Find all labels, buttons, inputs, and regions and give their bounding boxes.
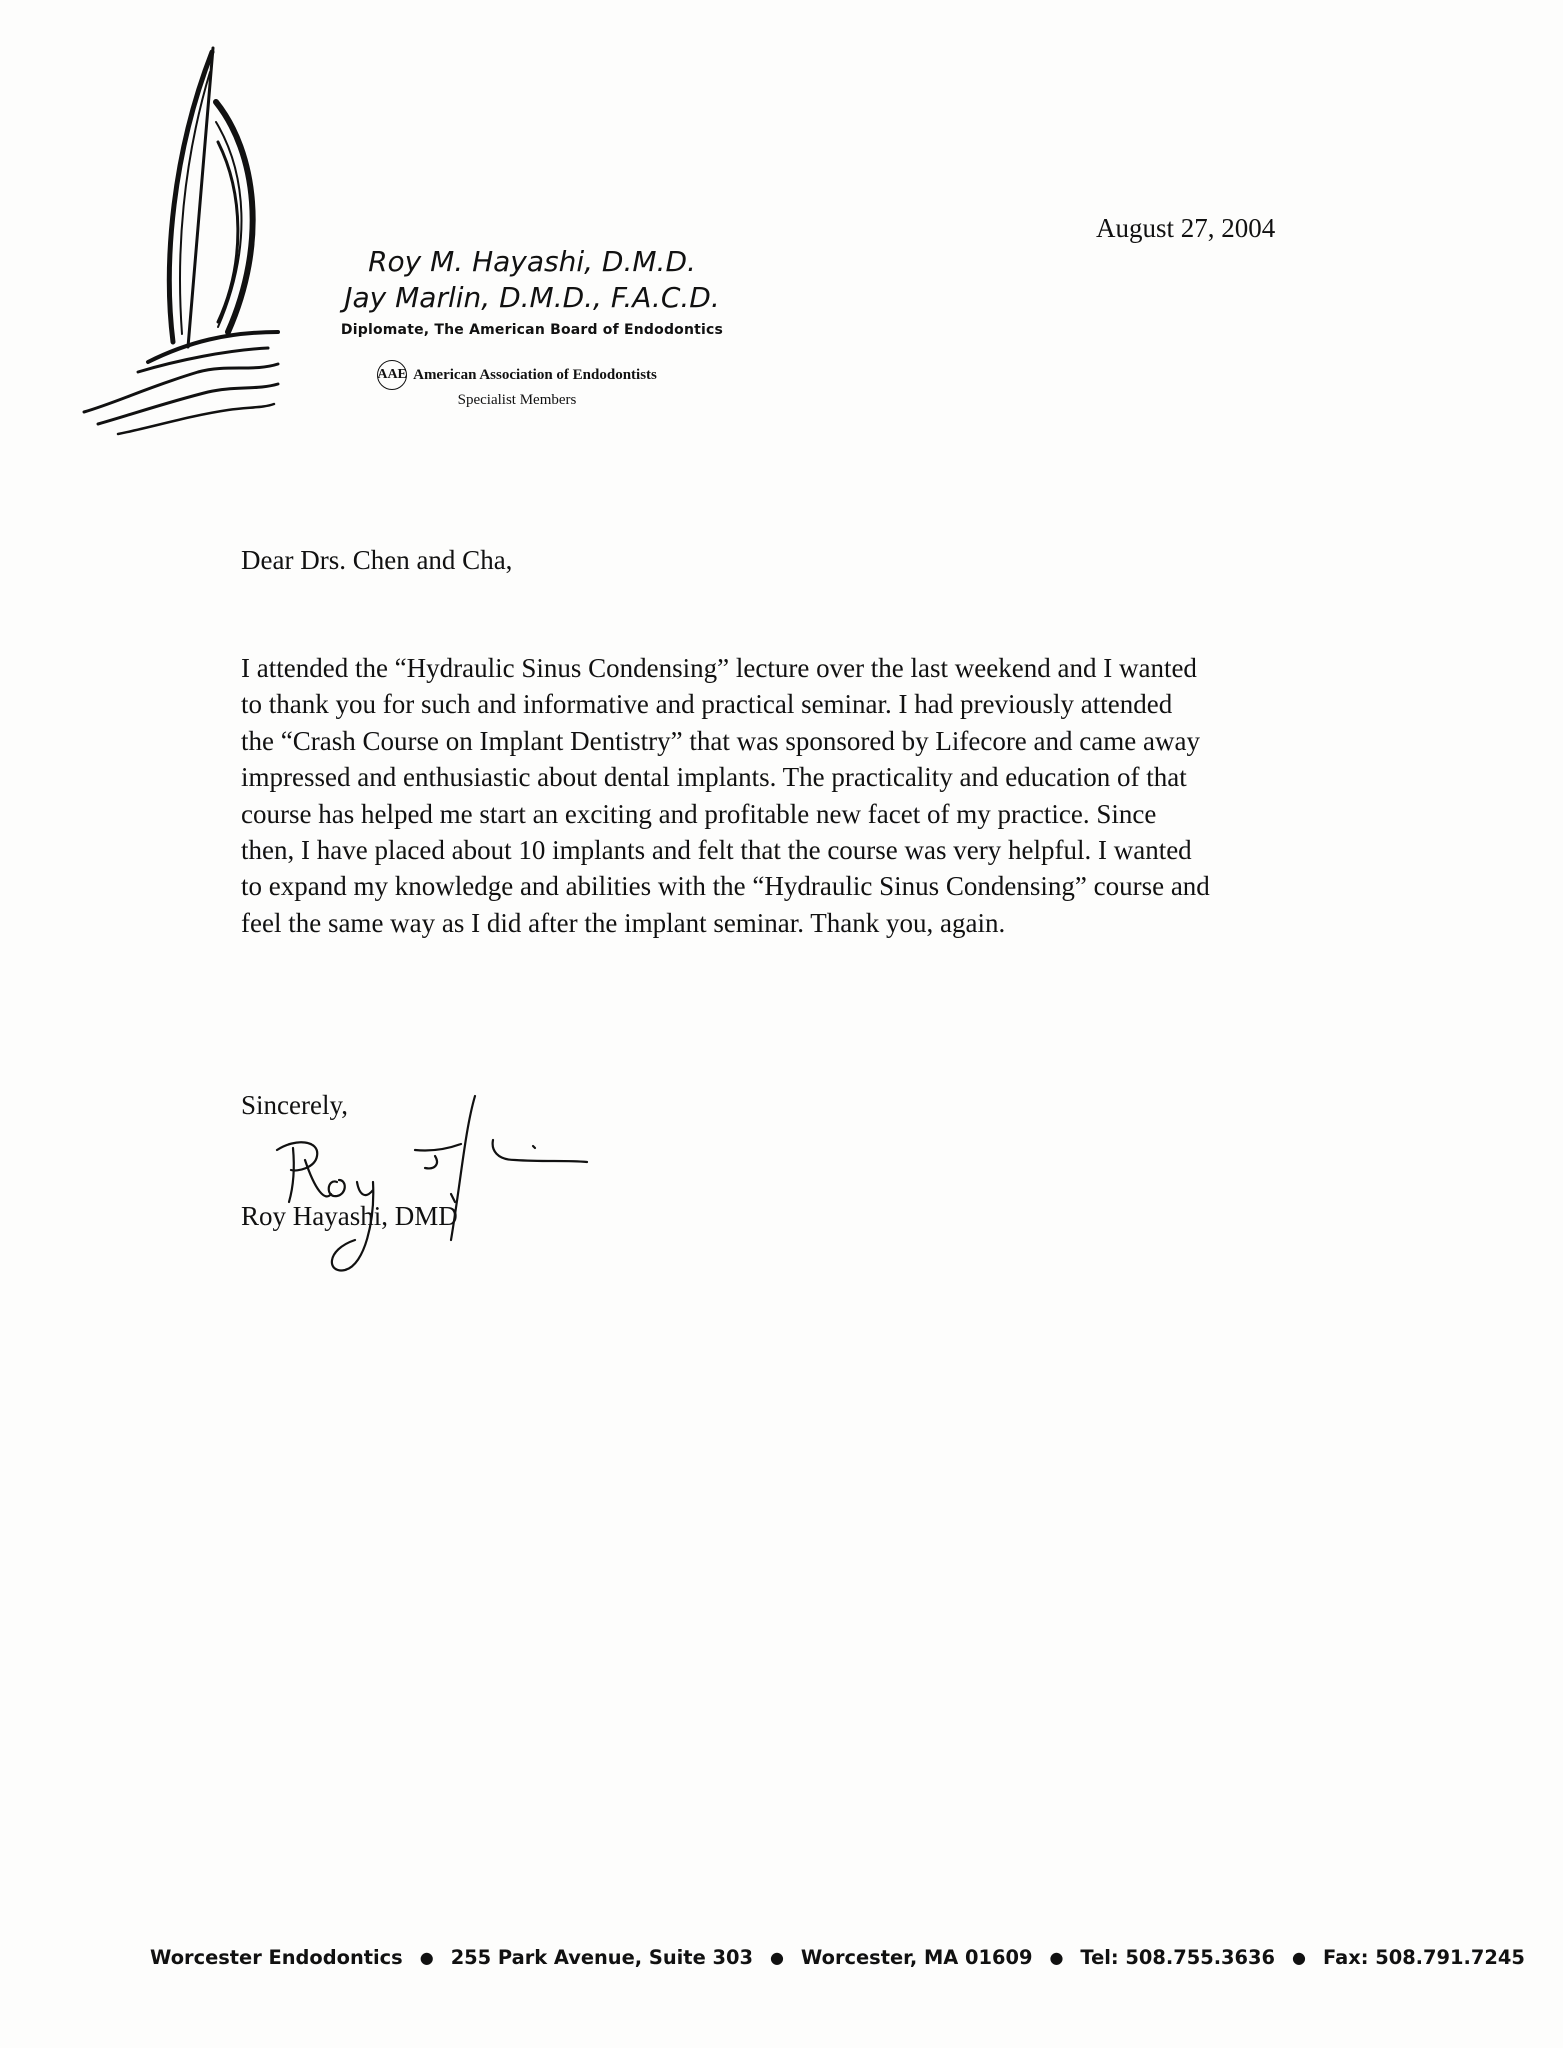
association-members: Specialist Members (457, 392, 577, 408)
body-line: I attended the “Hydraulic Sinus Condensing” lecture over the last weekend and I wanted (241, 653, 1197, 683)
doctor-name-primary: Roy M. Hayashi, D.M.D. (368, 245, 696, 278)
bullet-icon: ● (769, 1948, 784, 1967)
bullet-icon: ● (1292, 1948, 1306, 1967)
doctor-name-secondary: Jay Marlin, D.M.D., F.A.C.D. (344, 281, 720, 314)
sailboat-logo-icon (78, 42, 288, 442)
diplomate-credential: Diplomate, The American Board of Endodontics (340, 322, 724, 338)
handwritten-signature (265, 1090, 595, 1290)
letter-body (241, 650, 1391, 941)
closing: Sincerely, (241, 1090, 348, 1120)
body-line: to expand my knowledge and abilities with the “Hydraulic Sinus Condensing” course and (241, 871, 1210, 902)
body-line: feel the same way as I did after the implant seminar. Thank you, again. (241, 907, 1006, 938)
association-name: American Association of Endodontists (413, 366, 657, 383)
city-state-zip: Worcester, MA 01609 (800, 1946, 1033, 1969)
street-address: 255 Park Avenue, Suite 303 (450, 1946, 753, 1969)
practice-name: Worcester Endodontics (150, 1946, 403, 1969)
body-line: course has helped me start an exciting and profitable new facet of my practice. Since (241, 798, 1157, 829)
letterhead-footer (150, 1946, 1525, 1969)
salutation: Dear Drs. Chen and Cha, (241, 545, 513, 575)
bullet-icon: ● (419, 1948, 434, 1967)
fax: Fax: 508.791.7245 (1323, 1946, 1525, 1969)
aae-seal-icon: AAE (377, 360, 407, 390)
body-line: to thank you for such and informative and practical seminar. I had previously attended (241, 689, 1173, 720)
body-line: impressed and enthusiastic about dental implants. The practicality and education of that (241, 762, 1187, 793)
telephone: Tel: 508.755.3636 (1080, 1946, 1276, 1969)
signer-name: Roy Hayashi, DMD (241, 1201, 458, 1231)
association-line (292, 360, 742, 390)
letterhead (322, 244, 742, 409)
letter-date: August 27, 2004 (1096, 213, 1276, 243)
bullet-icon: ● (1049, 1948, 1064, 1967)
body-line: the “Crash Course on Implant Dentistry” that was sponsored by Lifecore and came away (241, 725, 1200, 756)
body-line: then, I have placed about 10 implants and felt that the course was very helpful. I wanted (241, 835, 1192, 866)
